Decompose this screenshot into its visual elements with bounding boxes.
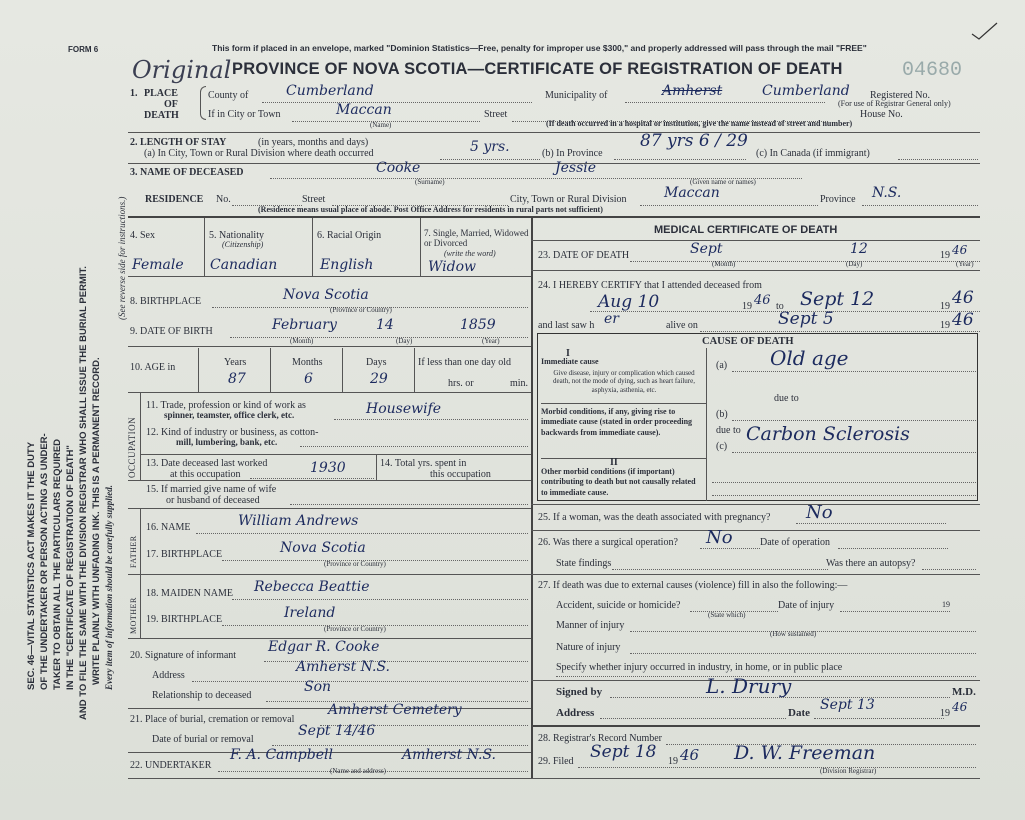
alive-line bbox=[700, 331, 980, 332]
q11-line bbox=[334, 419, 528, 420]
q24-label: 24. I HEREBY CERTIFY that I attended deceased from bbox=[538, 280, 762, 291]
years-label: Years bbox=[224, 357, 247, 368]
hospital-note: (If death occurred in a hospital or institution, give the name instead of street and number) bbox=[546, 119, 853, 128]
q14-sub: this occupation bbox=[430, 469, 491, 480]
county-label: County of bbox=[208, 90, 249, 101]
father-name-value: William Andrews bbox=[238, 513, 359, 529]
attended-to-19: 19 bbox=[940, 301, 950, 312]
divider-2 bbox=[128, 163, 980, 164]
burial-date-value: Sept 14/46 bbox=[298, 723, 376, 739]
informant-sig-label: 20. Signature of informant bbox=[130, 650, 237, 661]
burial-date-line bbox=[272, 745, 528, 746]
date-line bbox=[814, 718, 944, 719]
q13-line bbox=[250, 478, 374, 479]
divider-3 bbox=[128, 216, 980, 218]
nationality-label: 5. Nationality bbox=[209, 230, 264, 241]
sex-label: 4. Sex bbox=[130, 230, 155, 241]
injury-19: 19 bbox=[942, 600, 950, 609]
dob-day: 14 bbox=[376, 317, 394, 333]
months-value: 6 bbox=[304, 371, 313, 387]
age-label: 10. AGE in bbox=[130, 362, 176, 373]
sep-nat bbox=[312, 218, 313, 276]
dob-month: February bbox=[272, 317, 337, 333]
filed-year: 46 bbox=[680, 746, 700, 764]
q26-value: No bbox=[706, 527, 733, 548]
signed-label: Signed by bbox=[556, 686, 603, 698]
years-value: 87 bbox=[228, 371, 246, 387]
cause-b-label: (b) bbox=[716, 409, 728, 420]
residence-street-label: Street bbox=[302, 194, 326, 205]
form-number: FORM 6 bbox=[68, 45, 99, 54]
side-note-4: IN THE "CERTIFICATE OF REGISTRATION OF DEATH" bbox=[65, 445, 76, 690]
place-label: PLACE bbox=[144, 88, 178, 99]
divider-m7 bbox=[531, 725, 980, 727]
roman-2: II bbox=[610, 457, 618, 468]
birthplace-note: (Province or Country) bbox=[330, 306, 392, 314]
marital-sub: (write the word) bbox=[444, 249, 496, 258]
municipality-label: Municipality of bbox=[545, 90, 608, 101]
undertaker-addr: Amherst N.S. bbox=[402, 747, 496, 763]
dob-month-note: (Month) bbox=[290, 337, 314, 345]
q23-label: 23. DATE OF DEATH bbox=[538, 250, 630, 261]
racial-label: 6. Racial Origin bbox=[317, 230, 382, 241]
place-brace bbox=[200, 86, 206, 120]
informant-addr-value: Amherst N.S. bbox=[296, 659, 390, 675]
autopsy-line bbox=[922, 569, 976, 570]
residence-label: RESIDENCE bbox=[145, 194, 204, 205]
divider-6 bbox=[128, 392, 531, 393]
cause-c-value: Carbon Sclerosis bbox=[746, 423, 910, 445]
mailing-note: This form if placed in an envelope, marked "Dominion Statistics—Free, penalty for improper use $300," and properly addressed will pass through the mail "FREE" bbox=[212, 43, 867, 53]
medical-heading: MEDICAL CERTIFICATE OF DEATH bbox=[654, 224, 838, 236]
residence-province-value: N.S. bbox=[872, 185, 902, 201]
sep-months bbox=[342, 348, 343, 392]
sep-racial bbox=[420, 218, 421, 276]
md-label: M.D. bbox=[952, 686, 976, 698]
other-label: Other morbid conditions (if important) contributing to death but not causally related to immediate cause. bbox=[541, 467, 696, 497]
q12-sub: mill, lumbering, bank, etc. bbox=[176, 437, 278, 447]
residence-city-line bbox=[640, 205, 818, 206]
side-note-5: AND TO FILE THE SAME WITH THE DIVISION REGISTRAR WHO SHALL ISSUE THE BURIAL PERMIT. bbox=[78, 266, 89, 720]
birthplace-value: Nova Scotia bbox=[283, 287, 369, 303]
dob-year: 1859 bbox=[460, 317, 496, 333]
date-19: 19 bbox=[940, 708, 950, 719]
accident-label: Accident, suicide or homicide? bbox=[556, 600, 681, 611]
due-to-2: due to bbox=[716, 425, 741, 436]
divider-1 bbox=[128, 132, 980, 133]
months-label: Months bbox=[292, 357, 323, 368]
registrar-signature: D. W. Freeman bbox=[734, 742, 876, 764]
physician-signature: L. Drury bbox=[706, 674, 792, 698]
registered-label: Registered No. bbox=[870, 90, 930, 101]
q27-label: 27. If death was due to external causes (violence) fill in also the following:— bbox=[538, 580, 848, 591]
stay-label: 2. LENGTH OF STAY bbox=[130, 137, 227, 148]
informant-addr-line bbox=[192, 681, 528, 682]
city-name-note: (Name) bbox=[370, 121, 392, 129]
attended-to-word: to bbox=[776, 301, 784, 312]
address-label: Address bbox=[556, 707, 595, 719]
dob-year-note: (Year) bbox=[482, 337, 500, 345]
sex-value: Female bbox=[132, 257, 184, 273]
q15-sub: or husband of deceased bbox=[166, 495, 260, 506]
divider-4 bbox=[128, 276, 531, 277]
divider-m1 bbox=[531, 240, 980, 241]
filed-value: Sept 18 bbox=[590, 742, 657, 762]
occupation-sep bbox=[140, 392, 141, 480]
state-findings-label: State findings bbox=[556, 558, 612, 569]
cause-c-label: (c) bbox=[716, 441, 728, 452]
q15-label: 15. If married give name of wife bbox=[146, 484, 277, 495]
father-name-line bbox=[196, 533, 528, 534]
stay-b-label: (b) In Province bbox=[542, 148, 603, 159]
burial-date-label: Date of burial or removal bbox=[152, 734, 254, 745]
cause-a-line bbox=[732, 371, 976, 372]
stay-a-line bbox=[440, 159, 540, 160]
residence-city-value: Maccan bbox=[664, 185, 720, 201]
alive-value: Sept 5 bbox=[778, 309, 834, 329]
dob-day-note: (Day) bbox=[396, 337, 413, 345]
stay-b-value: 87 yrs 6 / 29 bbox=[640, 131, 748, 151]
occupation-side-label: OCCUPATION bbox=[127, 416, 137, 478]
q11-sub: spinner, teamster, office clerk, etc. bbox=[164, 410, 295, 420]
date-year: 46 bbox=[952, 700, 968, 714]
nature-label: Nature of injury bbox=[556, 642, 621, 653]
immediate-label: Immediate cause bbox=[541, 357, 599, 366]
place-number: 1. bbox=[130, 88, 138, 99]
residence-city-label: City, Town or Rural Division bbox=[510, 194, 627, 205]
place-label-of: OF bbox=[164, 99, 178, 110]
stay-sub: (in years, months and days) bbox=[258, 137, 369, 148]
stay-b-line bbox=[614, 159, 746, 160]
q15-line bbox=[290, 504, 528, 505]
alive-year: 46 bbox=[952, 310, 974, 330]
q28-label: 28. Registrar's Record Number bbox=[538, 733, 662, 744]
death-year-pre: 19 bbox=[940, 250, 950, 261]
roman-1: I bbox=[566, 348, 570, 359]
divider-10 bbox=[128, 574, 531, 575]
nationality-value: Canadian bbox=[210, 257, 278, 273]
nationality-sub: (Citizenship) bbox=[222, 240, 264, 249]
attended-to-year: 46 bbox=[952, 288, 974, 308]
mother-name-label: 18. MAIDEN NAME bbox=[146, 588, 233, 599]
days-label: Days bbox=[366, 357, 387, 368]
manner-label: Manner of injury bbox=[556, 620, 625, 631]
mother-sep bbox=[140, 574, 141, 638]
sep-sex bbox=[204, 218, 205, 276]
death-day: 12 bbox=[850, 241, 868, 257]
morbid-label: Morbid conditions, if any, giving rise to immediate cause (stated in order proceeding backwards from immediate cause). bbox=[541, 407, 693, 437]
state-which-note: (State which) bbox=[708, 611, 746, 619]
municipality-line bbox=[625, 102, 825, 103]
surname-note: (Surname) bbox=[415, 178, 445, 186]
house-label: House No. bbox=[860, 109, 903, 120]
lastsaw-value: er bbox=[604, 311, 619, 327]
q29-line bbox=[578, 767, 976, 768]
cause-sep bbox=[706, 348, 707, 501]
given-value: Jessie bbox=[555, 160, 597, 176]
immediate-note: Give disease, injury or complication which caused death, not the mode of dying, such as heart failure, asphyxia, asthenia, etc. bbox=[553, 369, 695, 394]
stay-a-label: (a) In City, Town or Rural Division where death occurred bbox=[144, 148, 374, 159]
form-title: PROVINCE OF NOVA SCOTIA—CERTIFICATE OF REGISTRATION OF DEATH bbox=[232, 60, 843, 78]
sep-age bbox=[198, 348, 199, 392]
divider-5 bbox=[128, 346, 531, 347]
due-to-1: due to bbox=[774, 393, 799, 404]
original-mark: Original bbox=[132, 56, 232, 84]
racial-value: English bbox=[320, 257, 374, 273]
min-label: min. bbox=[510, 378, 529, 389]
county-value: Cumberland bbox=[286, 83, 374, 99]
attended-to: Sept 12 bbox=[800, 288, 875, 310]
surname-value: Cooke bbox=[376, 160, 421, 176]
father-bp-value: Nova Scotia bbox=[280, 540, 366, 556]
side-note-1: SEC. 46—VITAL STATISTICS ACT MAKES IT THE DUTY bbox=[26, 441, 37, 690]
marital-label: 7. Single, Married, Widowed or Divorced bbox=[424, 228, 529, 249]
cause-c-line bbox=[732, 452, 976, 453]
deceased-label: 3. NAME OF DECEASED bbox=[130, 167, 244, 178]
serial-number: 04680 bbox=[902, 59, 963, 82]
divider-bottom bbox=[128, 778, 980, 779]
days-value: 29 bbox=[370, 371, 388, 387]
death-month-note: (Month) bbox=[712, 260, 736, 268]
autopsy-label: Was there an autopsy? bbox=[826, 558, 916, 569]
injury-date-line bbox=[840, 611, 950, 612]
residence-province-label: Province bbox=[820, 194, 856, 205]
mother-bp-label: 19. BIRTHPLACE bbox=[146, 614, 223, 625]
side-note-3: TAKER TO OBTAIN ALL THE PARTICULARS REQUIRED bbox=[52, 438, 63, 690]
birthplace-label: 8. BIRTHPLACE bbox=[130, 296, 202, 307]
attended-from-19: 19 bbox=[742, 301, 752, 312]
informant-rel-label: Relationship to deceased bbox=[152, 690, 252, 701]
death-year: 46 bbox=[952, 243, 968, 257]
father-bp-label: 17. BIRTHPLACE bbox=[146, 549, 223, 560]
q29-label: 29. Filed bbox=[538, 756, 574, 767]
sep-q13 bbox=[376, 454, 377, 480]
cause-divider-2 bbox=[541, 458, 706, 459]
marital-value: Widow bbox=[428, 259, 476, 275]
county-line bbox=[262, 102, 532, 103]
divider-9 bbox=[128, 508, 531, 509]
q25-line bbox=[796, 523, 946, 524]
dob-label: 9. DATE OF BIRTH bbox=[130, 326, 213, 337]
q13-label: 13. Date deceased last worked bbox=[146, 458, 268, 469]
alive-label: alive on bbox=[666, 320, 698, 331]
burial-place-label: 21. Place of burial, cremation or removal bbox=[130, 714, 295, 725]
undertaker-name: F. A. Campbell bbox=[230, 747, 333, 763]
stay-a-value: 5 yrs. bbox=[470, 139, 510, 155]
side-note-6: WRITE PLAINLY WITH UNFADING INK. THIS IS A PERMANENT RECORD. bbox=[91, 357, 102, 685]
q23-line bbox=[630, 261, 980, 262]
divider-m3 bbox=[531, 504, 980, 505]
cause-a-value: Old age bbox=[770, 346, 849, 370]
municipality-struck: Amherst bbox=[662, 83, 723, 99]
sep-days bbox=[414, 348, 415, 392]
given-note: (Given name or names) bbox=[690, 178, 756, 186]
filed-19: 19 bbox=[668, 756, 678, 767]
informant-rel-value: Son bbox=[304, 679, 332, 695]
sep-years bbox=[270, 348, 271, 392]
mother-name-line bbox=[232, 599, 528, 600]
undertaker-label: 22. UNDERTAKER bbox=[130, 760, 212, 771]
divider-m5 bbox=[531, 574, 980, 575]
stay-c-label: (c) In Canada (if immigrant) bbox=[756, 148, 870, 159]
q12-line bbox=[300, 446, 528, 447]
burial-place-value: Amherst Cemetery bbox=[328, 702, 462, 718]
alive-19: 19 bbox=[940, 320, 950, 331]
cause-heading: CAUSE OF DEATH bbox=[702, 336, 794, 347]
q11-value: Housewife bbox=[366, 401, 442, 417]
q25-value: No bbox=[806, 502, 833, 523]
city-label: If in City or Town bbox=[208, 109, 281, 120]
state-findings-line bbox=[612, 569, 828, 570]
cause-b-line bbox=[732, 420, 976, 421]
side-note-7: Every item of information should be carefully supplied. bbox=[104, 485, 114, 690]
q26-line bbox=[700, 548, 760, 549]
mother-bp-note: (Province or Country) bbox=[324, 625, 386, 633]
city-value: Maccan bbox=[336, 102, 392, 118]
q12-label: 12. Kind of industry or business, as cotton- bbox=[146, 427, 319, 438]
op-date-label: Date of operation bbox=[760, 537, 830, 548]
lastsaw-label: and last saw h bbox=[538, 320, 595, 331]
division-registrar-note: (Division Registrar) bbox=[820, 767, 877, 775]
mother-bp-value: Ireland bbox=[284, 605, 336, 621]
father-name-label: 16. NAME bbox=[146, 522, 191, 533]
divider-m4 bbox=[531, 530, 980, 531]
column-divider bbox=[531, 216, 533, 778]
divider-8 bbox=[128, 480, 531, 481]
residence-note: (Residence means usual place of abode. Post Office Address for residents in rural parts not sufficient) bbox=[258, 205, 603, 214]
father-sep bbox=[140, 508, 141, 574]
how-note: (How sustained) bbox=[770, 630, 817, 638]
stay-c-line bbox=[898, 159, 978, 160]
q26-label: 26. Was there a surgical operation? bbox=[538, 537, 678, 548]
residence-no-label: No. bbox=[216, 194, 231, 205]
date-label: Date bbox=[788, 707, 810, 719]
death-month: Sept bbox=[690, 241, 723, 257]
mother-side-label: MOTHER bbox=[129, 597, 138, 634]
place-label-death: DEATH bbox=[144, 110, 179, 121]
side-note-8: (See reverse side for instructions.) bbox=[117, 196, 127, 320]
other-line-2 bbox=[712, 495, 976, 496]
check-mark-icon bbox=[970, 20, 1000, 42]
q14-label: 14. Total yrs. spent in bbox=[380, 458, 467, 469]
municipality-value: Cumberland bbox=[762, 83, 850, 99]
father-bp-note: (Province or Country) bbox=[324, 560, 386, 568]
date-value: Sept 13 bbox=[820, 697, 875, 713]
street-label: Street bbox=[484, 109, 508, 120]
death-day-note: (Day) bbox=[846, 260, 863, 268]
nature-line bbox=[630, 653, 976, 654]
injury-date-label: Date of injury bbox=[778, 600, 835, 611]
informant-sig-value: Edgar R. Cooke bbox=[268, 639, 380, 655]
q13-sub: at this occupation bbox=[170, 469, 241, 480]
informant-addr-label: Address bbox=[152, 670, 185, 681]
attended-from: Aug 10 bbox=[598, 292, 660, 312]
residence-province-line bbox=[862, 205, 978, 206]
q25-label: 25. If a woman, was the death associated with pregnancy? bbox=[538, 512, 771, 523]
q13-value: 1930 bbox=[310, 460, 346, 476]
cause-divider-1 bbox=[541, 403, 706, 404]
father-side-label: FATHER bbox=[129, 535, 138, 568]
attended-from-year: 46 bbox=[754, 293, 771, 308]
side-note-2: OF THE UNDERTAKER OR PERSON ACTING AS UNDER- bbox=[39, 433, 50, 690]
undertaker-note: (Name and address) bbox=[330, 767, 386, 775]
cause-a-label: (a) bbox=[716, 360, 728, 371]
q11-label: 11. Trade, profession or kind of work as bbox=[146, 400, 306, 411]
address-line bbox=[600, 718, 786, 719]
other-line-1 bbox=[712, 482, 976, 483]
death-year-note: (Year) bbox=[956, 260, 974, 268]
divider-m2 bbox=[531, 270, 980, 271]
mother-name-value: Rebecca Beattie bbox=[254, 579, 370, 595]
specify-label: Specify whether injury occurred in industry, in home, or in public place bbox=[556, 662, 843, 673]
lessday-label: If less than one day old bbox=[418, 357, 512, 368]
op-date-line bbox=[838, 548, 948, 549]
registrar-note: (For use of Registrar General only) bbox=[838, 99, 951, 108]
divider-7 bbox=[140, 454, 531, 455]
hrs-label: hrs. or bbox=[448, 378, 474, 389]
